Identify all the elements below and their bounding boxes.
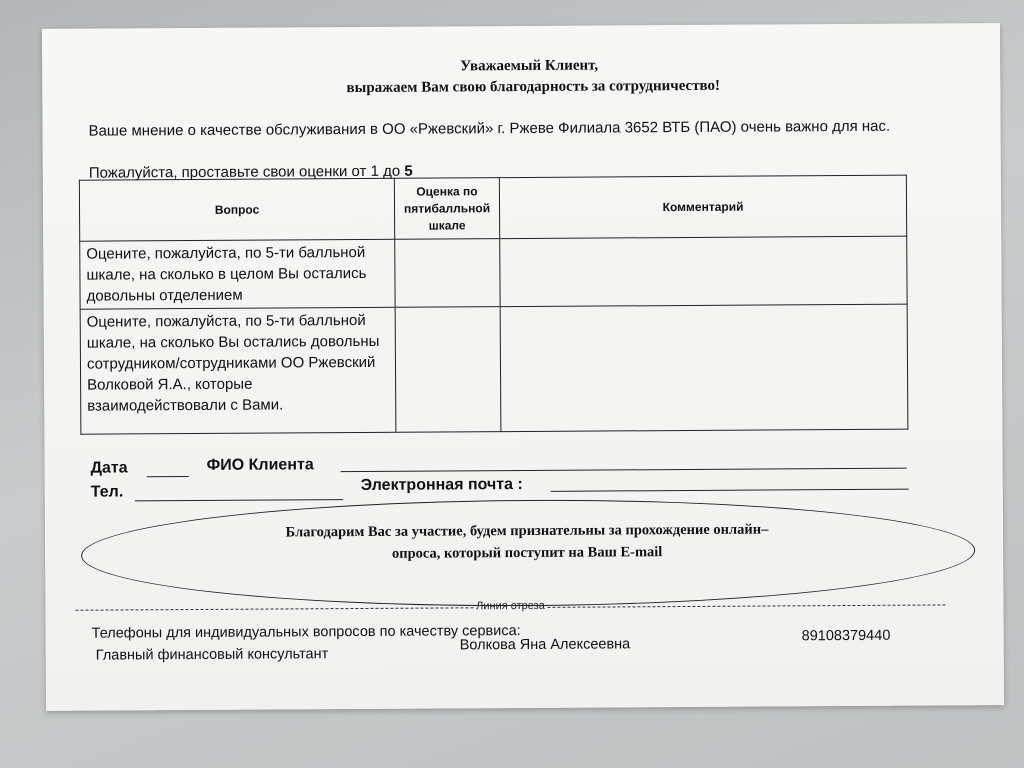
cut-line-dashes-right <box>548 604 946 607</box>
header-comment: Комментарий <box>499 175 906 238</box>
thanks-message <box>81 517 973 566</box>
table-row <box>80 236 907 309</box>
consultant-position: Главный финансовый консультант <box>95 646 329 664</box>
comment-cell[interactable] <box>500 236 907 306</box>
question-cell: Оцените, пожалуйста, по 5-ти балльной шкале, на сколько Вы остались довольны сотрудником/сотрудниками ОО Ржевский Волковой Я.А., которые взаимодействовали с Вами. <box>80 307 396 434</box>
rating-table <box>79 175 909 435</box>
score-cell[interactable] <box>395 307 501 433</box>
gratitude-heading: выражаем Вам свою благодарность за сотрудничество! <box>346 77 721 97</box>
comment-cell[interactable] <box>500 304 908 431</box>
consultant-name: Волкова Яна Алексеевна <box>459 636 631 654</box>
phones-label: Телефоны для индивидуальных вопросов по качеству сервиса: <box>91 623 521 642</box>
scale-instruction-text: Пожалуйста, проставьте свои оценки от 1 до <box>88 162 405 182</box>
greeting-heading: Уважаемый Клиент, <box>460 57 599 75</box>
feedback-form-sheet <box>42 23 1004 711</box>
cut-line-dashes-left <box>75 607 473 610</box>
consultant-phone: 89108379440 <box>801 627 891 645</box>
table-header-row <box>79 175 906 241</box>
phone-label: Тел. <box>90 483 124 501</box>
question-cell: Оцените, пожалуйста, по 5-ти балльной шкале, на сколько в целом Вы остались довольны отделением <box>80 239 395 309</box>
header-question: Вопрос <box>79 178 394 241</box>
phone-field[interactable] <box>135 499 343 501</box>
date-label: Дата <box>90 459 128 477</box>
table-row <box>80 304 908 434</box>
scale-max-value: 5 <box>404 162 413 180</box>
date-field[interactable] <box>147 476 189 477</box>
client-name-field[interactable] <box>341 468 907 472</box>
intro-text: Ваше мнение о качестве обслуживания в ОО «Ржевский» г. Ржеве Филиала 3652 ВТБ (ПАО) очень важно для нас. <box>88 117 891 140</box>
cut-line-label: Линия отреза <box>476 599 545 613</box>
email-field[interactable] <box>551 489 909 492</box>
email-label: Электронная почта : <box>360 476 523 494</box>
cut-line <box>75 595 945 616</box>
thanks-line-2: опроса, который поступит на Ваш E-mail <box>391 544 663 562</box>
header-score: Оценка по пятибалльной шкале <box>394 178 499 240</box>
client-name-label: ФИО Клиента <box>206 456 314 474</box>
thanks-line-1: Благодарим Вас за участие, будем признательны за прохождение онлайн– <box>285 521 769 541</box>
score-cell[interactable] <box>395 239 500 308</box>
